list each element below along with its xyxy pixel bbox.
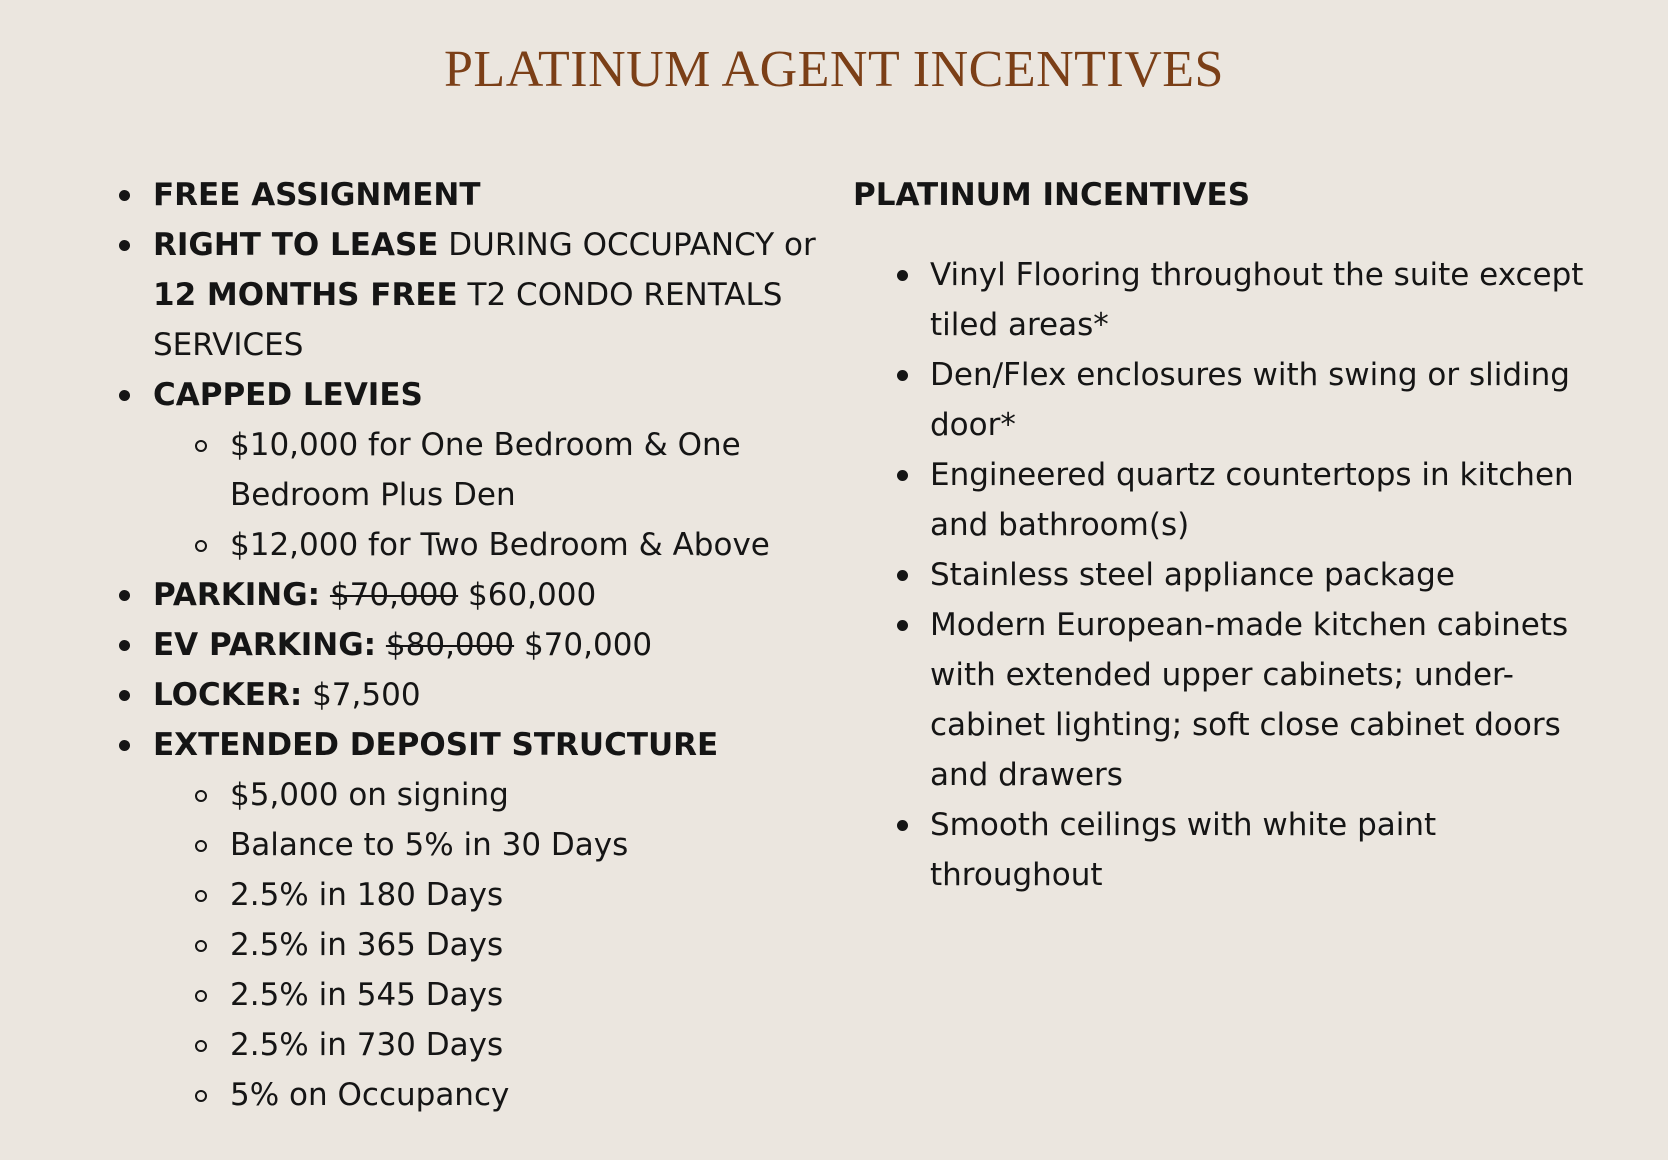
parking-new-price: $60,000 <box>458 577 597 613</box>
incentive-item: Modern European-made kitchen cabinets with extended upper cabinets; under-cabinet lighting; soft close cabinet doors and drawers <box>853 600 1593 800</box>
ev-parking-old-price: $80,000 <box>385 627 515 663</box>
deposit-list <box>153 770 835 1120</box>
incentive-item: Stainless steel appliance package <box>853 550 1593 600</box>
deposit-item: 2.5% in 180 Days <box>115 870 835 920</box>
right-to-lease-label: RIGHT TO LEASE <box>153 227 439 263</box>
list-item-ev-parking <box>115 620 835 670</box>
locker-label: LOCKER: <box>153 677 303 713</box>
platinum-incentives-list <box>853 250 1593 900</box>
months-free-label: 12 MONTHS FREE <box>153 277 458 313</box>
deposit-item: 2.5% in 365 Days <box>115 920 835 970</box>
deposit-item: 5% on Occupancy <box>115 1070 835 1120</box>
free-assignment-label: FREE ASSIGNMENT <box>153 177 481 213</box>
levy-item: $12,000 for Two Bedroom & Above <box>115 520 835 570</box>
incentive-item: Vinyl Flooring throughout the suite except tiled areas* <box>853 250 1593 350</box>
agent-incentives-column <box>115 170 835 1120</box>
deposit-item: 2.5% in 730 Days <box>115 1020 835 1070</box>
levies-list <box>153 420 835 570</box>
months-free-text: T2 CONDO RENTALS SERVICES <box>153 277 783 363</box>
deposit-item: $5,000 on signing <box>115 770 835 820</box>
parking-old-price: $70,000 <box>329 577 459 613</box>
agent-incentives-list <box>115 170 835 1120</box>
levy-item: $10,000 for One Bedroom & One Bedroom Plus Den <box>115 420 835 520</box>
incentive-item: Engineered quartz countertops in kitchen and bathroom(s) <box>853 450 1593 550</box>
list-item-locker <box>115 670 835 720</box>
list-item-capped-levies <box>115 370 835 570</box>
list-item-deposit-structure <box>115 720 835 1120</box>
deposit-item: Balance to 5% in 30 Days <box>115 820 835 870</box>
incentive-item: Smooth ceilings with white paint throughout <box>853 800 1593 900</box>
locker-price: $7,500 <box>302 677 421 713</box>
parking-label: PARKING: <box>153 577 321 613</box>
list-item-parking <box>115 570 835 620</box>
platinum-incentives-heading: PLATINUM INCENTIVES <box>853 177 1251 213</box>
capped-levies-label: CAPPED LEVIES <box>153 377 423 413</box>
right-to-lease-text: DURING OCCUPANCY or <box>438 227 816 263</box>
deposit-structure-label: EXTENDED DEPOSIT STRUCTURE <box>153 727 719 763</box>
incentive-item: Den/Flex enclosures with swing or sliding door* <box>853 350 1593 450</box>
deposit-item: 2.5% in 545 Days <box>115 970 835 1020</box>
platinum-incentives-column <box>853 170 1593 900</box>
page-title: PLATINUM AGENT INCENTIVES <box>444 41 1224 98</box>
ev-parking-label: EV PARKING: <box>153 627 377 663</box>
ev-parking-new-price: $70,000 <box>514 627 653 663</box>
list-item-right-to-lease <box>115 220 835 370</box>
list-item-free-assignment <box>115 170 835 220</box>
